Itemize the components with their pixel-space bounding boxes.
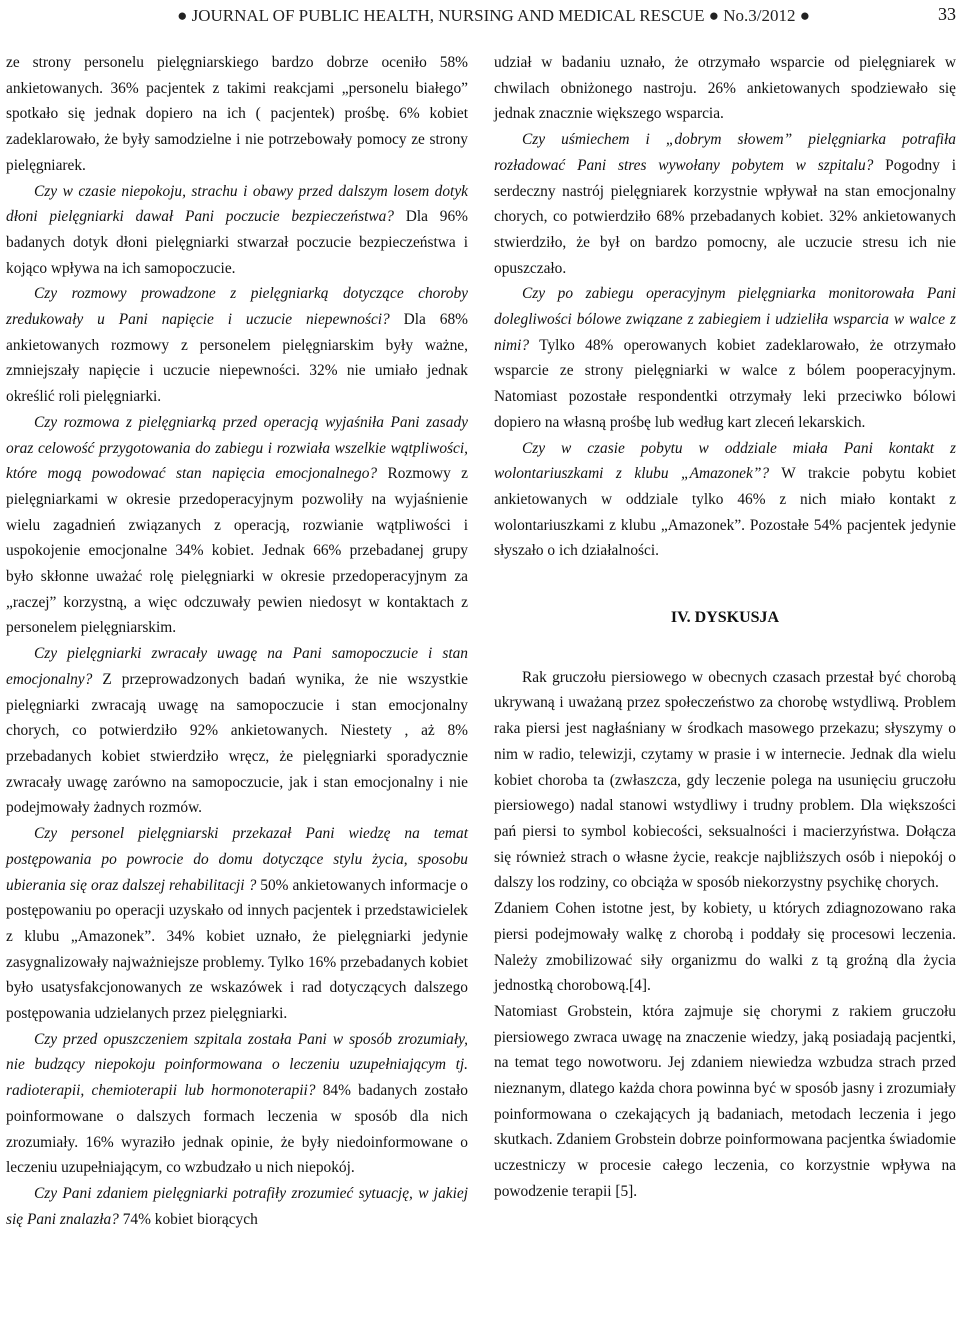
paragraph (6, 1027, 468, 1181)
paragraph (6, 410, 468, 641)
survey-answer: Rozmowy z pielęgniarkami w okresie przedoperacyjnym pozwoliły na wyjaśnienie wielu zagadnień związanych z operacją, rozwianie wątpliwości i uspokojenie emocjonalne 34% kobiet. Jednak 66% przebadanej grupy było skłonne uważać rolę pielęgniarki w okresie przedoperacyjnym za „raczej” korzystną, a więc odczuwały pewien niedosyt w kontaktach z personelem pielęgniarskim. (6, 465, 469, 637)
paragraph: Zdaniem Cohen istotne jest, by kobiety, u których zdiagnozowano raka piersi podejmowały walkę z chorobą i poddały się procesowi leczenia. Należy zmobilizować siły organizmu do walki z tą groźną dla życia jednostką chorobową.[4]. (494, 900, 956, 995)
survey-question: Czy personel pielęgniarski przekazał Pani wiedzę na temat postępowania po powrocie do domu dotyczące stylu życia, sposobu ubierania się oraz dalszej rehabilitacji ? (6, 825, 468, 894)
paragraph (6, 179, 468, 282)
paragraph: Rak gruczołu piersiowego w obecnych czasach przestał być chorobą ukrywaną i uważaną przez społeczeństwo za chorobę wstydliwą. Problem raka piersi jest nagłaśniany w środkach masowego przekazu; słyszymy o nim w radio, telewizji, czytamy w prasie i w internecie. Jednak dla wielu kobiet choroba ta (zwłaszcza, gdy leczenie polega na usunięciu gruczołu piersiowego) nadal stanowi wstydliwy i trudny problem. Dla większości pań piersi to symbol kobiecości, seksualności i macierzyństwa. Dołącza się również strach o własne życie, reakcje najbliższych osób i niepokój o dalszy los rodziny, co obciąża w sposób niekorzystny psychikę chorych. (494, 668, 956, 892)
paragraph (6, 641, 468, 821)
paragraph (6, 821, 468, 1027)
paragraph: ze strony personelu pielęgniarskiego bardzo dobrze oceniło 58% ankietowanych. 36% pacjentek z takimi reakcjami „personelu białego” spotkało się jednak dopiero na ich ( pacjentek) prośbę. 6% kobiet zadeklarowało, że były samodzielne i nie potrzebowały pomocy ze strony pielęgniarek. (6, 54, 468, 174)
survey-question: Czy w czasie pobytu w oddziale miała Pani kontakt z wolontariuszkami z klubu „Amazonek”? (494, 439, 956, 483)
paragraph (6, 281, 468, 410)
survey-question: Czy rozmowy prowadzone z pielęgniarką dotyczące choroby zredukowały u Pani napięcie i uczucie niepewności? (6, 285, 468, 329)
page-number: 33 (938, 4, 956, 24)
section-heading: IV. DYSKUSJA (670, 609, 780, 627)
survey-question: Czy uśmiechem i „dobrym słowem” pielęgniarka potrafiła rozładować Pani stres wywołany pobytem w szpitalu? (494, 131, 956, 174)
paragraph (6, 1181, 468, 1232)
survey-answer: Tylko 48% operowanych kobiet zadeklarowało, że otrzymało wsparcie ze strony pielęgniarki w walce z bólem pooperacyjnym. Natomiast pozostałe respondentki otrzymały leki przeciwko bólowi dopiero na własną prośbę lub według kart zleceń lekarskich. (494, 336, 956, 431)
survey-answer: 84% badanych zostało poinformowane o dalszych formach leczenia w sposób dla nich zrozumiały. 16% wyraziło jednak opinie, że były niedoinformowane o leczeniu uzupełniającym, co wzbudzało u nich niepokój. (6, 1082, 468, 1177)
survey-question: Czy rozmowa z pielęgniarką przed operacją wyjaśniła Pani zasady oraz celowość przygotowania do zabiegu i rozwiała wszelkie wątpliwości, które mogą powodować stan napięcia emocjonalnego? (6, 413, 468, 483)
survey-answer: Z przeprowadzonych badań wynika, że nie wszystkie pielęgniarki zwracają uwagę na samopoczucie i stan emocjonalny chorych, co potwierdziło 92% ankietowanych. Niestety , aż 8% przebadanych kobiet stwierdziło wręcz, że pielęgniarki sporadycznie zwracały uwagę zarówno na samopoczucie, jak i stan emocjonalny i nie podejmowały żadnych rozmów. (6, 670, 468, 817)
survey-answer: W trakcie pobytu kobiet ankietowanych w oddziale tylko 46% z nich miało kontakt z wolontariuszkami z klubu „Amazonek”. Pozostałe 54% pacjentek jedynie słyszało o ich działalności. (494, 465, 956, 560)
paragraph: udział w badaniu uznało, że otrzymało wsparcie od pielęgniarek w chwilach obniżonego nastroju. 26% ankietowanych spodziewało się jednak znacznie większego wsparcia. (494, 54, 956, 123)
right-column (494, 50, 956, 1205)
running-header (0, 0, 960, 34)
survey-question: Czy po zabiegu operacyjnym pielęgniarka monitorowała Pani dolegliwości bólowe związane z zabiegiem i udzieliła wsparcia w walce z nimi? (494, 285, 956, 354)
journal-title: ● JOURNAL OF PUBLIC HEALTH, NURSING AND MEDICAL RESCUE ● No.3/2012 ● (177, 6, 810, 25)
paragraph (494, 127, 956, 281)
survey-answer: 74% kobiet biorących (118, 1210, 258, 1228)
survey-answer: Dla 96% badanych dotyk dłoni pielęgniarki stwarzał poczucie bezpieczeństwa i kojąco wpływa na ich samopoczucie. (6, 208, 468, 277)
paragraph (494, 281, 956, 435)
survey-answer: 50% ankietowanych informacje o postępowaniu po operacji uzyskało od innych pacjentek i przedstawicielek z klubu „Amazonek”. 34% kobiet uznało, że pielęgniarki jedynie zasygnalizowały najważniejsze problemy. Tylko 16% przebadanych kobiet było usatysfakcjonowanych ze wskazówek i rad dotyczących dalszego postępowania udzielanych przez pielęgniarki. (6, 876, 468, 1023)
survey-question: Czy pielęgniarki zwracały uwagę na Pani samopoczucie i stan emocjonalny? (6, 645, 468, 688)
survey-answer: Pogodny i serdeczny nastrój pielęgniarek korzystnie wpływał na stan emocjonalny chorych, co potwierdziło 68% przebadanych kobiet. 32% ankietowanych stwierdziło, że był on bardzo pomocny, ale uczucie stresu ich nie opuszczało. (494, 156, 957, 277)
survey-question: Czy Pani zdaniem pielęgniarki potrafiły zrozumieć sytuację, w jakiej się Pani znalazła? (6, 1184, 468, 1228)
paragraph (494, 436, 956, 565)
survey-answer: Dla 68% ankietowanych rozmowy z personelem pielęgniarskim były ważne, zmniejszały napięcie i uczucie niepewności. 32% nie umiało jednak określić roli pielęgniarki. (6, 311, 468, 406)
left-column (6, 50, 468, 1232)
survey-question: Czy przed opuszczeniem szpitala została Pani w sposób zrozumiały, nie budzący niepokoju poinformowana o leczeniu uzupełniającym tj. radioterapii, chemioterapii lub hormonoterapii? (6, 1030, 468, 1100)
survey-question: Czy w czasie niepokoju, strachu i obawy przed dalszym losem dotyk dłoni pielęgniarki dawał Pani poczucie bezpieczeństwa? (6, 182, 468, 226)
paragraph: Natomiast Grobstein, która zajmuje się chorymi z rakiem gruczołu piersiowego zwraca uwagę na znaczenie wiedzy, jaką posiadają pacjentki, na temat tego nowotworu. Jej zdaniem niewiedza wzbudza strach przed nieznanym, dlatego każda chora powinna być w sposób jasny i zrozumiały poinformowana o czekających ją badaniach, metodach leczenia i jego skutkach. Zdaniem Grobstein dobrze poinformowana pacjentka świadomie uczestniczy w procesie całego leczenia, co korzystnie wpływa na powodzenie terapii [5]. (494, 1002, 957, 1200)
